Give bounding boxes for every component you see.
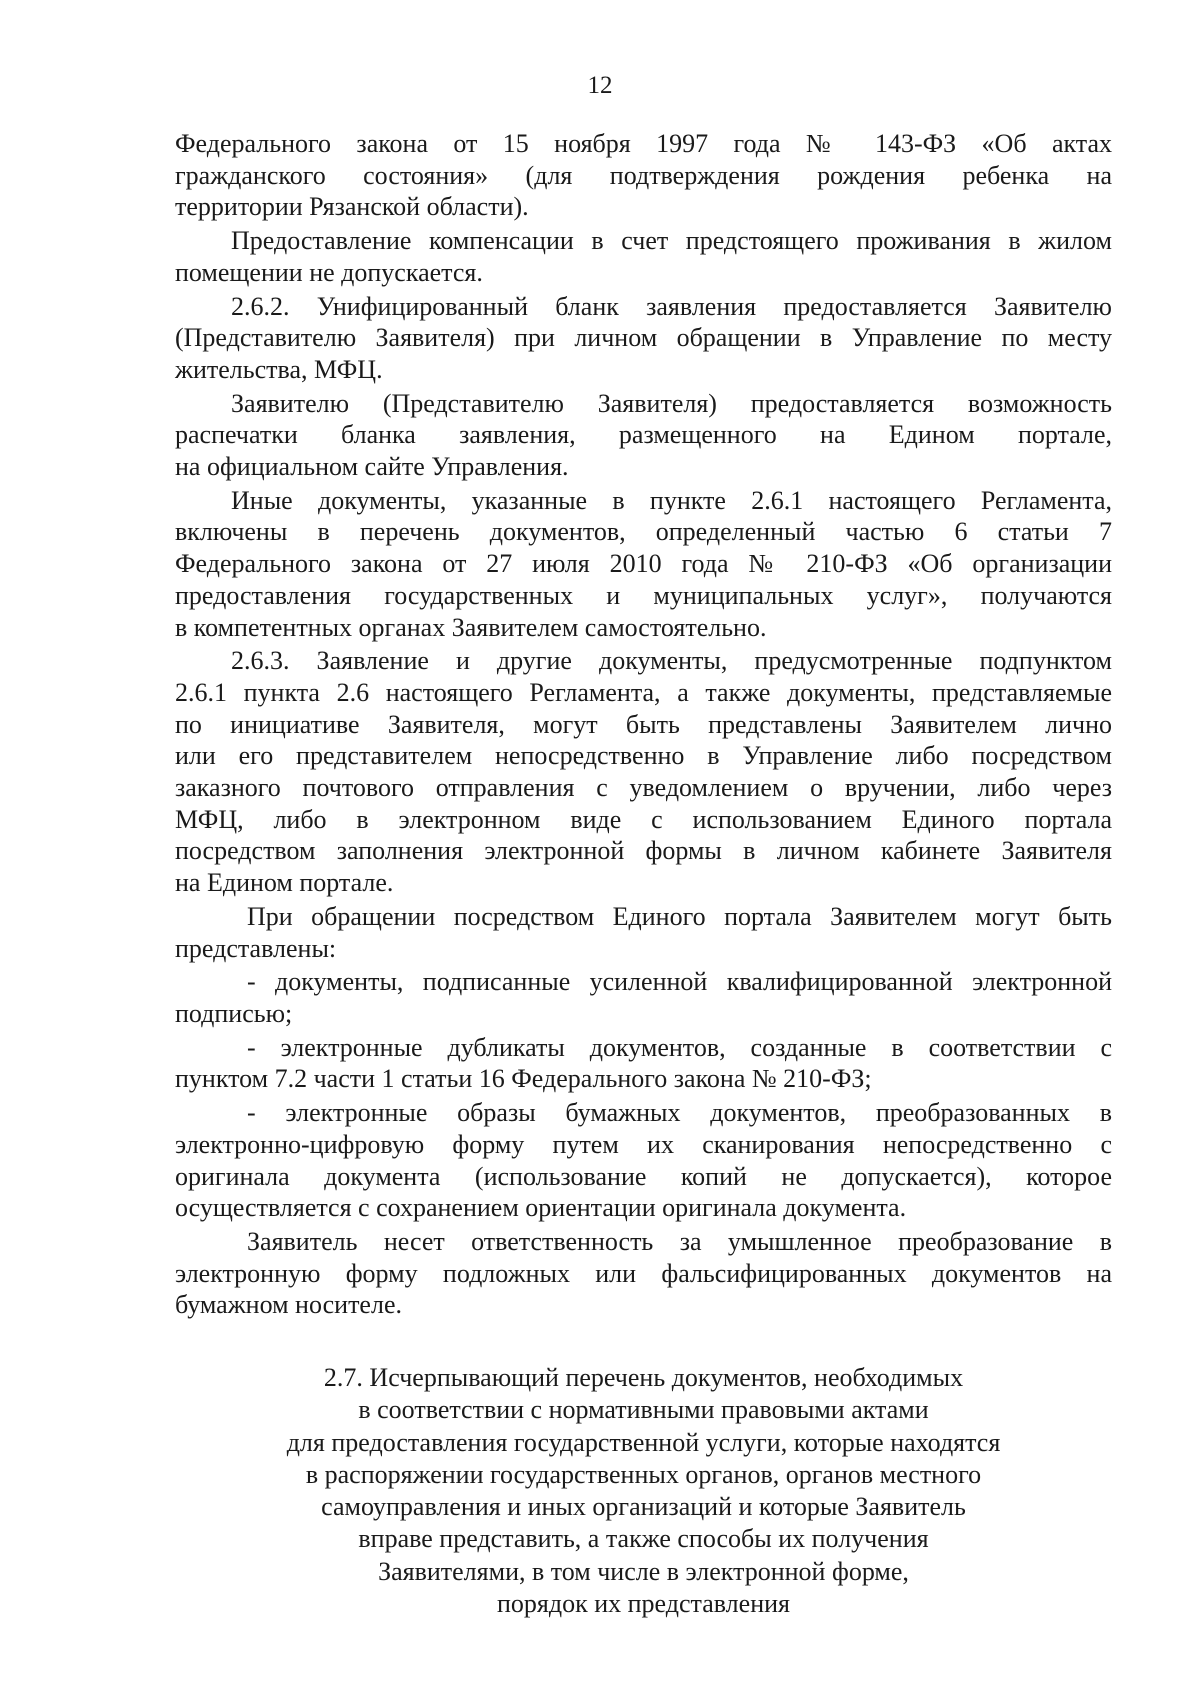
text-line: жительства, МФЦ. xyxy=(175,354,383,384)
text-line: бумажном носителе. xyxy=(175,1290,402,1320)
body-text xyxy=(175,128,1112,1323)
page-number: 12 xyxy=(587,72,613,99)
section-heading xyxy=(175,1362,1112,1620)
paragraph xyxy=(175,1226,1112,1321)
text-line: предоставления государственных и муниципальных услуг», получаются xyxy=(175,580,1112,610)
heading-line: в распоряжении государственных органов, органов местного xyxy=(305,1459,982,1489)
text-line: представлены: xyxy=(175,933,337,963)
paragraph xyxy=(175,225,1112,288)
text-line: (Представителю Заявителя) при личном обращении в Управление по месту xyxy=(175,323,1112,353)
paragraph xyxy=(175,485,1112,644)
text-line: Федерального закона от 27 июля 2010 года № 210-ФЗ «Об организации xyxy=(175,549,1112,579)
text-line: Заявителю (Представителю Заявителя) предоставляется возможность xyxy=(231,388,1112,418)
heading-line: самоуправления и иных организаций и которые Заявитель xyxy=(321,1492,966,1522)
text-line: заказного почтового отправления с уведомлением о вручении, либо через xyxy=(175,773,1112,803)
text-line: на официальном сайте Управления. xyxy=(175,452,569,482)
text-line: 2.6.3. Заявление и другие документы, предусмотренные подпунктом xyxy=(231,646,1112,676)
text-line: - электронные образы бумажных документов, преобразованных в xyxy=(247,1098,1112,1128)
heading-line: 2.7. Исчерпывающий перечень документов, необходимых xyxy=(323,1363,964,1392)
text-line: - документы, подписанные усиленной квалифицированной электронной xyxy=(247,967,1112,997)
text-line: Предоставление компенсации в счет предстоящего проживания в жилом xyxy=(231,226,1112,256)
text-line: оригинала документа (использование копий не допускается), которое xyxy=(175,1161,1112,1191)
text-line: МФЦ, либо в электронном виде с использованием Единого портала xyxy=(175,804,1112,834)
text-line: включены в перечень документов, определенный частью 6 статьи 7 xyxy=(175,517,1112,547)
text-line: 2.6.1 пункта 2.6 настоящего Регламента, а также документы, представляемые xyxy=(175,677,1112,707)
text-line: Заявитель несет ответственность за умышленное преобразование в xyxy=(247,1226,1112,1256)
text-line: электронно-цифровую форму путем их сканирования непосредственно с xyxy=(175,1129,1112,1159)
text-line: осуществляется с сохранением ориентации оригинала документа. xyxy=(175,1193,907,1223)
list-item xyxy=(175,1032,1112,1095)
text-line: по инициативе Заявителя, могут быть представлены Заявителем лично xyxy=(175,709,1112,739)
heading-line: для предоставления государственной услуги, которые находятся xyxy=(286,1427,1001,1457)
text-line: Федерального закона от 15 ноября 1997 года № 143-ФЗ «Об актах xyxy=(175,129,1112,158)
text-line: гражданского состояния» (для подтверждения рождения ребенка на xyxy=(175,160,1112,190)
text-line: в компетентных органах Заявителем самостоятельно. xyxy=(175,612,767,642)
text-line: распечатки бланка заявления, размещенного на Едином портале, xyxy=(175,420,1112,450)
text-line: электронную форму подложных или фальсифицированных документов на xyxy=(175,1258,1112,1288)
heading-line: порядок их представления xyxy=(497,1589,790,1619)
list-item xyxy=(175,966,1112,1029)
text-line: пунктом 7.2 части 1 статьи 16 Федерального закона № 210-ФЗ; xyxy=(175,1064,872,1094)
paragraph xyxy=(175,291,1112,386)
heading-line: Заявителями, в том числе в электронной форме, xyxy=(378,1556,909,1586)
text-line: или его представителем непосредственно в Управление либо посредством xyxy=(175,741,1112,771)
text-line: на Едином портале. xyxy=(175,868,394,898)
paragraph xyxy=(175,645,1112,899)
text-line: При обращении посредством Единого портала Заявителем могут быть xyxy=(247,901,1112,931)
text-line: территории Рязанской области). xyxy=(175,192,529,222)
text-line: подписью; xyxy=(175,998,293,1028)
heading-line: вправе представить, а также способы их получения xyxy=(358,1524,929,1554)
text-line: - электронные дубликаты документов, созданные в соответствии с xyxy=(247,1032,1112,1062)
text-line: посредством заполнения электронной формы в личном кабинете Заявителя xyxy=(175,836,1112,866)
list-item xyxy=(175,1097,1112,1224)
paragraph xyxy=(175,128,1112,223)
text-line: 2.6.2. Унифицированный бланк заявления предоставляется Заявителю xyxy=(231,291,1112,321)
heading-line: в соответствии с нормативными правовыми актами xyxy=(358,1395,929,1425)
text-line: помещении не допускается. xyxy=(175,257,483,287)
text-line: Иные документы, указанные в пункте 2.6.1 настоящего Регламента, xyxy=(231,485,1112,515)
paragraph xyxy=(175,901,1112,964)
paragraph xyxy=(175,388,1112,483)
